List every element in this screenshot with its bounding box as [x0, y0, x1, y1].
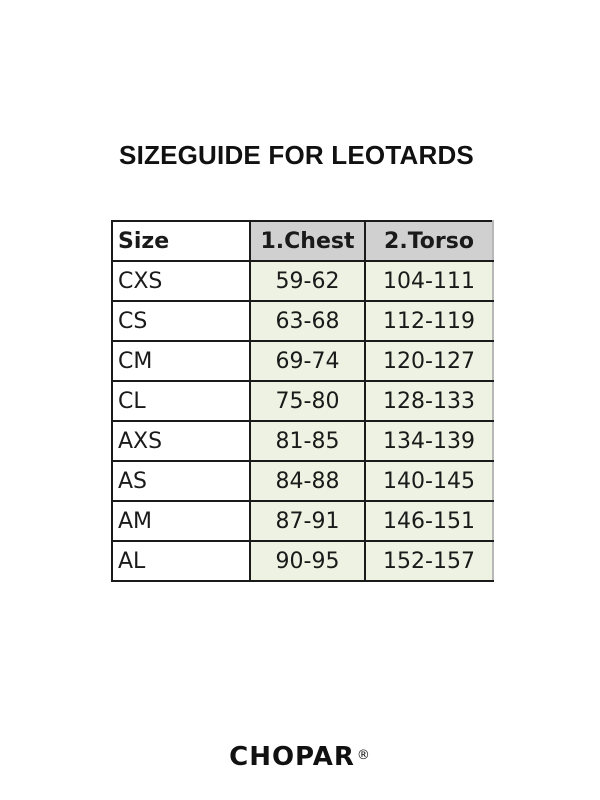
table-row [112, 341, 493, 381]
cell-torso: 140-145 [365, 461, 493, 501]
table-header-row [112, 221, 493, 261]
cell-size: AM [112, 501, 250, 541]
cell-chest: 84-88 [250, 461, 365, 501]
page-title: SIZEGUIDE FOR LEOTARDS [119, 140, 474, 170]
cell-torso: 112-119 [365, 301, 493, 341]
cell-size: CL [112, 381, 250, 421]
cell-chest: 90-95 [250, 541, 365, 581]
cell-torso: 152-157 [365, 541, 493, 581]
cell-torso: 146-151 [365, 501, 493, 541]
cell-chest: 87-91 [250, 501, 365, 541]
cell-torso: 104-111 [365, 261, 493, 301]
cell-size: AL [112, 541, 250, 581]
table-row [112, 261, 493, 301]
table-row [112, 421, 493, 461]
cell-torso: 128-133 [365, 381, 493, 421]
cell-torso: 134-139 [365, 421, 493, 461]
header-chest: 1.Chest [250, 221, 365, 261]
table-row [112, 301, 493, 341]
cell-chest: 81-85 [250, 421, 365, 461]
size-guide-table [111, 220, 494, 582]
header-size: Size [112, 221, 250, 261]
brand-name: CHOPAR [229, 742, 355, 772]
brand-logo [0, 742, 600, 772]
cell-size: AXS [112, 421, 250, 461]
cell-size: CXS [112, 261, 250, 301]
cell-chest: 69-74 [250, 341, 365, 381]
cell-chest: 59-62 [250, 261, 365, 301]
cell-size: CM [112, 341, 250, 381]
table-row [112, 501, 493, 541]
cell-torso: 120-127 [365, 341, 493, 381]
cell-chest: 63-68 [250, 301, 365, 341]
table-row [112, 541, 493, 581]
table-row [112, 381, 493, 421]
table-row [112, 461, 493, 501]
cell-size: AS [112, 461, 250, 501]
header-torso: 2.Torso [365, 221, 493, 261]
cell-chest: 75-80 [250, 381, 365, 421]
cell-size: CS [112, 301, 250, 341]
registered-mark-icon: ® [356, 748, 371, 763]
